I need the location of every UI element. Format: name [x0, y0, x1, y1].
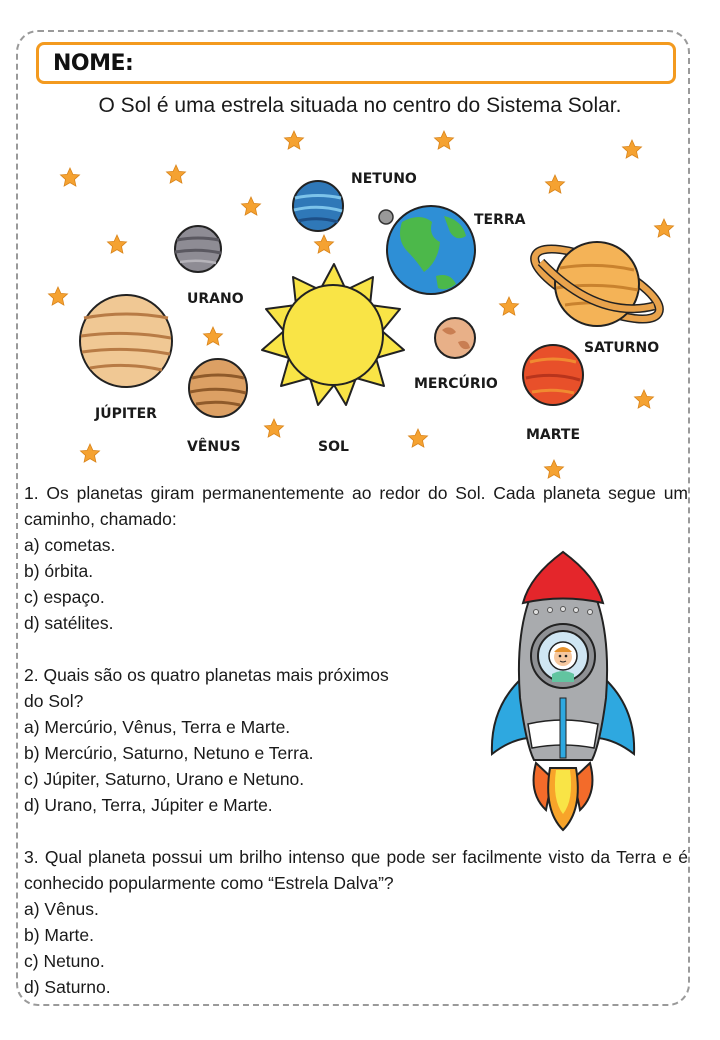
star-icon — [167, 165, 186, 183]
question-1-option-c: c) espaço. — [24, 587, 105, 607]
moon-icon — [379, 210, 393, 224]
question-3-option-a: a) Vênus. — [24, 899, 99, 919]
mercury-planet — [435, 318, 475, 358]
question-1-option-a: a) cometas. — [24, 535, 116, 555]
label-netuno: NETUNO — [351, 171, 417, 187]
label-marte: MARTE — [526, 427, 581, 443]
question-1 — [24, 480, 688, 636]
star-icon — [204, 327, 223, 345]
label-urano: URANO — [187, 291, 244, 307]
star-icon — [49, 287, 68, 305]
question-2-text-line1: 2. Quais são os quatro planetas mais próximos — [24, 665, 389, 685]
uranus-planet — [175, 226, 221, 272]
question-3-option-d: d) Saturno. — [24, 977, 111, 997]
question-2-option-a: a) Mercúrio, Vênus, Terra e Marte. — [24, 717, 291, 737]
star-icon — [545, 460, 564, 478]
question-2-option-d: d) Urano, Terra, Júpiter e Marte. — [24, 795, 273, 815]
label-mercurio: MERCÚRIO — [414, 376, 498, 392]
star-icon — [61, 168, 80, 186]
mars-planet — [523, 345, 583, 405]
saturn-planet — [526, 235, 668, 332]
star-icon — [285, 131, 304, 149]
label-sol: SOL — [318, 439, 349, 455]
question-1-option-d: d) satélites. — [24, 613, 114, 633]
star-icon — [315, 235, 334, 253]
neptune-planet — [293, 181, 343, 231]
question-3-option-b: b) Marte. — [24, 925, 95, 945]
question-2-option-b: b) Mercúrio, Saturno, Netuno e Terra. — [24, 743, 314, 763]
star-icon — [500, 297, 519, 315]
label-venus: VÊNUS — [187, 439, 241, 455]
question-3 — [24, 844, 688, 1000]
earth-planet — [387, 206, 475, 294]
question-2-text-line2: do Sol? — [24, 691, 84, 711]
star-icon — [635, 390, 654, 408]
jupiter-planet — [80, 295, 172, 387]
label-saturno: SATURNO — [584, 340, 660, 356]
label-terra: TERRA — [474, 212, 526, 228]
label-jupiter: JÚPITER — [95, 406, 157, 422]
question-1-text: 1. Os planetas giram permanentemente ao redor do Sol. Cada planeta segue um caminho, chamado: — [24, 483, 688, 529]
solar-system-illustration — [0, 0, 720, 480]
question-3-text: 3. Qual planeta possui um brilho intenso que pode ser facilmente visto da Terra e é conhecido popularmente como “Estrela Dalva”? — [24, 847, 688, 893]
sun-icon — [262, 264, 404, 405]
star-icon — [242, 197, 261, 215]
question-1-option-b: b) órbita. — [24, 561, 94, 581]
question-2 — [24, 662, 688, 818]
star-icon — [409, 429, 428, 447]
star-icon — [265, 419, 284, 437]
intro-text: O Sol é uma estrela situada no centro do Sistema Solar. — [98, 94, 622, 117]
questions — [24, 480, 688, 1000]
question-2-option-c: c) Júpiter, Saturno, Urano e Netuno. — [24, 769, 305, 789]
star-icon — [655, 219, 674, 237]
star-icon — [108, 235, 127, 253]
star-icon — [546, 175, 565, 193]
star-icon — [81, 444, 100, 462]
venus-planet — [189, 359, 247, 417]
name-label: NOME: — [53, 51, 134, 76]
star-icon — [623, 140, 642, 158]
star-icon — [435, 131, 454, 149]
question-3-option-c: c) Netuno. — [24, 951, 105, 971]
